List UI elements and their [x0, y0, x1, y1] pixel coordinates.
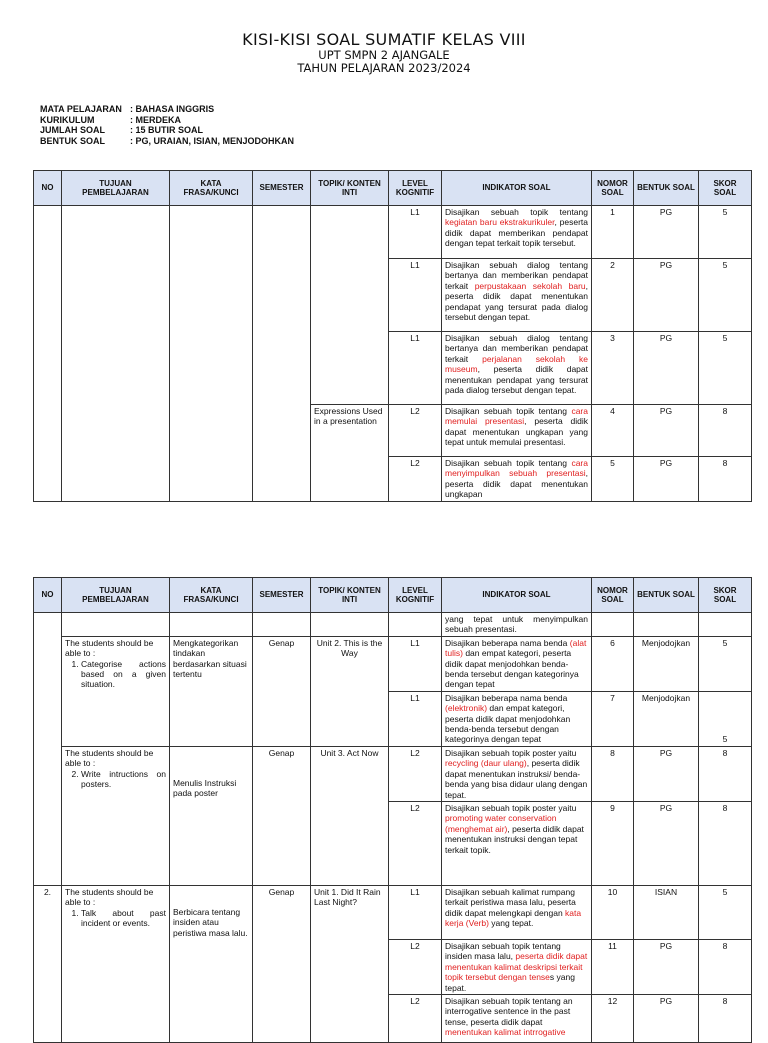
level-cell: L1 [389, 885, 442, 939]
meta-row [40, 115, 294, 126]
indikator-highlight: recycling (daur ulang) [445, 758, 527, 769]
topik-cell [311, 613, 389, 637]
kata-cell [170, 206, 253, 502]
nomor-cell: 3 [592, 332, 634, 405]
tujuan-cell [62, 636, 170, 746]
col-header-no: NO [34, 171, 62, 206]
level-cell [389, 613, 442, 637]
indikator-cell [442, 259, 592, 332]
level-cell: L2 [389, 405, 442, 457]
col-header-no: NO [34, 578, 62, 613]
nomor-cell [592, 613, 634, 637]
kata-cell: Mengkategorikan tindakan berdasarkan situasi tertentu [170, 636, 253, 746]
col-header-skor: SKOR SOAL [699, 578, 752, 613]
level-cell: L2 [389, 801, 442, 885]
table-header-row [34, 578, 752, 613]
indikator-text: Disajikan sebuah kalimat rumpang terkait peristiwa masa lalu, peserta didik dapat melengkapi dengan [445, 886, 576, 918]
table-row [34, 746, 752, 801]
col-header-bentuk: BENTUK SOAL [634, 578, 699, 613]
col-header-level: LEVEL KOGNITIF [389, 578, 442, 613]
meta-row [40, 104, 294, 115]
col-header-topik: TOPIK/ KONTEN INTI [311, 171, 389, 206]
bentuk-cell: PG [634, 259, 699, 332]
col-header-bentuk: BENTUK SOAL [634, 171, 699, 206]
nomor-cell: 8 [592, 746, 634, 801]
skor-cell: 8 [699, 405, 752, 457]
indikator-cell [442, 405, 592, 457]
tujuan-intro: The students should be able to : [65, 637, 154, 659]
indikator-text: Disajikan sebuah topik tentang an interrogative sentence in the past tense, peserta didik dapat [445, 995, 573, 1027]
level-cell: L2 [389, 746, 442, 801]
nomor-cell: 2 [592, 259, 634, 332]
meta-value: : PG, URAIAN, ISIAN, MENJODOHKAN [130, 135, 295, 146]
topik-cell: Expressions Used in a presentation [311, 405, 389, 502]
semester-cell: Genap [253, 885, 311, 1042]
semester-cell: Genap [253, 746, 311, 885]
bentuk-cell: PG [634, 405, 699, 457]
col-header-kata: KATA FRASA/KUNCI [170, 171, 253, 206]
table-row [34, 885, 752, 939]
meta-key: KURIKULUM [40, 114, 95, 125]
indikator-highlight: cara menyimpulkan sebuah presentasi [445, 458, 588, 479]
level-cell: L1 [389, 691, 442, 746]
indikator-highlight: menentukan kalimat intrrogative [445, 1027, 566, 1038]
nomor-cell: 4 [592, 405, 634, 457]
meta-value: : MERDEKA [130, 114, 181, 125]
nomor-cell: 1 [592, 206, 634, 259]
kata-text: Menulis Instruksi pada poster [173, 777, 237, 799]
indikator-cell: yang tepat untuk menyimpulkan sebuah presentasi. [442, 613, 592, 637]
nomor-cell: 7 [592, 691, 634, 746]
level-cell: L2 [389, 939, 442, 994]
indikator-cell [442, 636, 592, 691]
indikator-cell [442, 939, 592, 994]
meta-value: : BAHASA INGGRIS [130, 104, 215, 114]
skor-cell: 5 [699, 206, 752, 259]
meta-row [40, 136, 294, 147]
indikator-highlight: cara memulai presentasi [445, 406, 588, 427]
indikator-highlight: perjalanan sekolah ke museum [445, 353, 588, 375]
indikator-text: yang tepat. [488, 918, 534, 929]
meta-key: JUMLAH SOAL [40, 125, 105, 135]
document-meta [40, 104, 294, 146]
skor-cell [699, 613, 752, 637]
indikator-highlight: (alat tulis) [445, 637, 587, 659]
nomor-cell: 6 [592, 636, 634, 691]
skor-cell: 5 [699, 691, 752, 746]
skor-cell: 8 [699, 457, 752, 502]
skor-cell: 8 [699, 994, 752, 1042]
nomor-cell: 11 [592, 939, 634, 994]
bentuk-cell: PG [634, 994, 699, 1042]
tujuan-intro: The students should be able to : [65, 886, 154, 908]
academic-year: TAHUN PELAJARAN 2023/2024 [297, 61, 471, 75]
table-header-row [34, 171, 752, 206]
level-cell: L2 [389, 994, 442, 1042]
kata-cell [170, 613, 253, 637]
kata-cell [170, 746, 253, 885]
tujuan-cell [62, 613, 170, 637]
bentuk-cell: ISIAN [634, 885, 699, 939]
col-header-nomor: NOMOR SOAL [592, 171, 634, 206]
table-row [34, 206, 752, 259]
indikator-highlight: kata kerja (Verb) [445, 907, 582, 929]
skor-cell: 5 [699, 332, 752, 405]
indikator-text: Disajikan sebuah topik tentang [445, 458, 572, 468]
indikator-highlight: (elektronik) [445, 703, 488, 714]
col-header-tujuan: TUJUAN PEMBELAJARAN [62, 171, 170, 206]
topik-cell [311, 206, 389, 405]
col-header-indikator: INDIKATOR SOAL [442, 171, 592, 206]
semester-cell [253, 206, 311, 502]
skor-cell: 5 [699, 636, 752, 691]
topik-cell: Unit 2. This is the Way [311, 636, 389, 746]
tujuan-cell [62, 746, 170, 885]
table-row [34, 636, 752, 691]
bentuk-cell: Menjodojkan [634, 691, 699, 746]
indikator-cell [442, 746, 592, 801]
table-row [34, 613, 752, 637]
level-cell: L1 [389, 636, 442, 691]
skor-cell: 8 [699, 746, 752, 801]
bentuk-cell: Menjodojkan [634, 636, 699, 691]
level-cell: L1 [389, 206, 442, 259]
tujuan-list [65, 908, 166, 929]
col-header-kata: KATA FRASA/KUNCI [170, 578, 253, 613]
skor-cell: 5 [699, 885, 752, 939]
indikator-cell [442, 691, 592, 746]
skor-cell: 5 [699, 259, 752, 332]
indikator-text: Disajikan sebuah topik tentang [445, 406, 572, 416]
indikator-text: , peserta didik dapat menentukan instruksi/ benda-benda yang bisa didaur ulang dengan tepat. [445, 758, 588, 800]
indikator-text: , peserta didik dapat menentukan instruksi dengan tepat terkait topik. [445, 823, 584, 855]
topik-cell: Unit 3. Act Now [311, 746, 389, 885]
col-header-nomor: NOMOR SOAL [592, 578, 634, 613]
kisi-table-page-2 [33, 577, 752, 1043]
kata-text: Berbicara tentang insiden atau peristiwa masa lalu. [173, 906, 248, 938]
tujuan-intro: The students should be able to : [65, 747, 154, 769]
tujuan-cell [62, 885, 170, 1042]
indikator-text: , peserta didik dapat menentukan pendapat yang tersurat pada dialog tersebut dengan tepat. [445, 280, 588, 323]
nomor-cell: 12 [592, 994, 634, 1042]
tujuan-item: 1. Categorise actions based on a given situation. [81, 659, 166, 690]
meta-key: MATA PELAJARAN [40, 104, 122, 114]
indikator-text: Disajikan sebuah topik tentang insiden masa lalu, [445, 940, 561, 962]
level-cell: L1 [389, 259, 442, 332]
topik-cell: Unit 1. Did It Rain Last Night? [311, 885, 389, 1042]
tujuan-list [65, 769, 166, 790]
bentuk-cell [634, 613, 699, 637]
indikator-cell [442, 332, 592, 405]
indikator-text: , peserta didik dapat menentukan ungkapan yang tepat untuk memulai presentasi. [445, 416, 589, 448]
no-cell [34, 206, 62, 502]
col-header-indikator: INDIKATOR SOAL [442, 578, 592, 613]
nomor-cell: 5 [592, 457, 634, 502]
tujuan-item: 1. Talk about past incident or events. [81, 908, 166, 929]
bentuk-cell: PG [634, 939, 699, 994]
indikator-cell [442, 885, 592, 939]
meta-row [40, 125, 294, 136]
level-cell: L2 [389, 457, 442, 502]
indikator-cell [442, 206, 592, 259]
bentuk-cell: PG [634, 457, 699, 502]
nomor-cell: 10 [592, 885, 634, 939]
indikator-highlight: kegiatan baru ekstrakurikuler [445, 217, 555, 228]
tujuan-cell [62, 206, 170, 502]
bentuk-cell: PG [634, 746, 699, 801]
skor-cell: 8 [699, 939, 752, 994]
tujuan-list [65, 659, 166, 690]
semester-cell: Genap [253, 636, 311, 746]
document-header [0, 30, 768, 75]
bentuk-cell: PG [634, 332, 699, 405]
col-header-semester: SEMESTER [253, 578, 311, 613]
indikator-text: , peserta didik dapat menentukan ungkapan [445, 468, 588, 500]
col-header-skor: SKOR SOAL [699, 171, 752, 206]
indikator-text: Disajikan sebuah topik tentang [445, 207, 588, 217]
kata-cell [170, 885, 253, 1042]
indikator-text: Disajikan sebuah dialog tentang bertanya dan memberikan pendapat terkait [445, 260, 588, 291]
col-header-topik: TOPIK/ KONTEN INTI [311, 578, 389, 613]
indikator-text: Disajikan sebuah dialog tentang bertanya dan memberikan pendapat terkait [445, 333, 588, 364]
indikator-text: Disajikan sebuah topik poster yaitu [445, 802, 577, 813]
indikator-cell [442, 457, 592, 502]
meta-value: : 15 BUTIR SOAL [130, 125, 204, 135]
indikator-cell [442, 994, 592, 1042]
indikator-text: s yang tepat. [445, 972, 575, 993]
indikator-text: Disajikan beberapa nama benda [445, 637, 570, 648]
semester-cell [253, 613, 311, 637]
bentuk-cell: PG [634, 206, 699, 259]
document-title: KISI-KISI SOAL SUMATIF KELAS VIII [242, 30, 526, 49]
no-cell: 2. [34, 885, 62, 1042]
indikator-text: , peserta didik dapat memberikan pendapat dengan tepat terkait topik tersebut. [445, 217, 589, 249]
indikator-text: dan empat kategori, peserta didik dapat menjodohkan benda-benda tersebut dengan kategorinya dengan tepat [445, 648, 579, 690]
indikator-text: , peserta didik dapat menentukan pendapat yang tersurat pada dialog tersebut dengan tepat. [445, 364, 588, 396]
col-header-tujuan: TUJUAN PEMBELAJARAN [62, 578, 170, 613]
indikator-text: Disajikan sebuah topik poster yaitu [445, 747, 577, 758]
indikator-text: Disajikan beberapa nama benda [445, 692, 568, 703]
level-cell: L1 [389, 332, 442, 405]
indikator-text: dan empat kategori, peserta didik dapat menjodohkan benda-benda tersebut dengan kategorinya dengan tepat [445, 703, 571, 745]
no-cell [34, 613, 62, 886]
col-header-level: LEVEL KOGNITIF [389, 171, 442, 206]
tujuan-item: 2. Write intructions on posters. [81, 769, 166, 790]
meta-key: BENTUK SOAL [40, 135, 105, 146]
kisi-table-page-1 [33, 170, 752, 502]
nomor-cell: 9 [592, 801, 634, 885]
indikator-highlight: perpustakaan sekolah baru [474, 280, 586, 291]
col-header-semester: SEMESTER [253, 171, 311, 206]
indikator-highlight: promoting water conservation (menghemat air) [445, 813, 557, 834]
indikator-highlight: peserta didik dapat menentukan kalimat deskripsi terkait topik tersebut dengan tense [445, 951, 588, 983]
indikator-cell [442, 801, 592, 885]
school-name: UPT SMPN 2 AJANGALE [318, 48, 450, 62]
bentuk-cell: PG [634, 801, 699, 885]
skor-cell: 8 [699, 801, 752, 885]
